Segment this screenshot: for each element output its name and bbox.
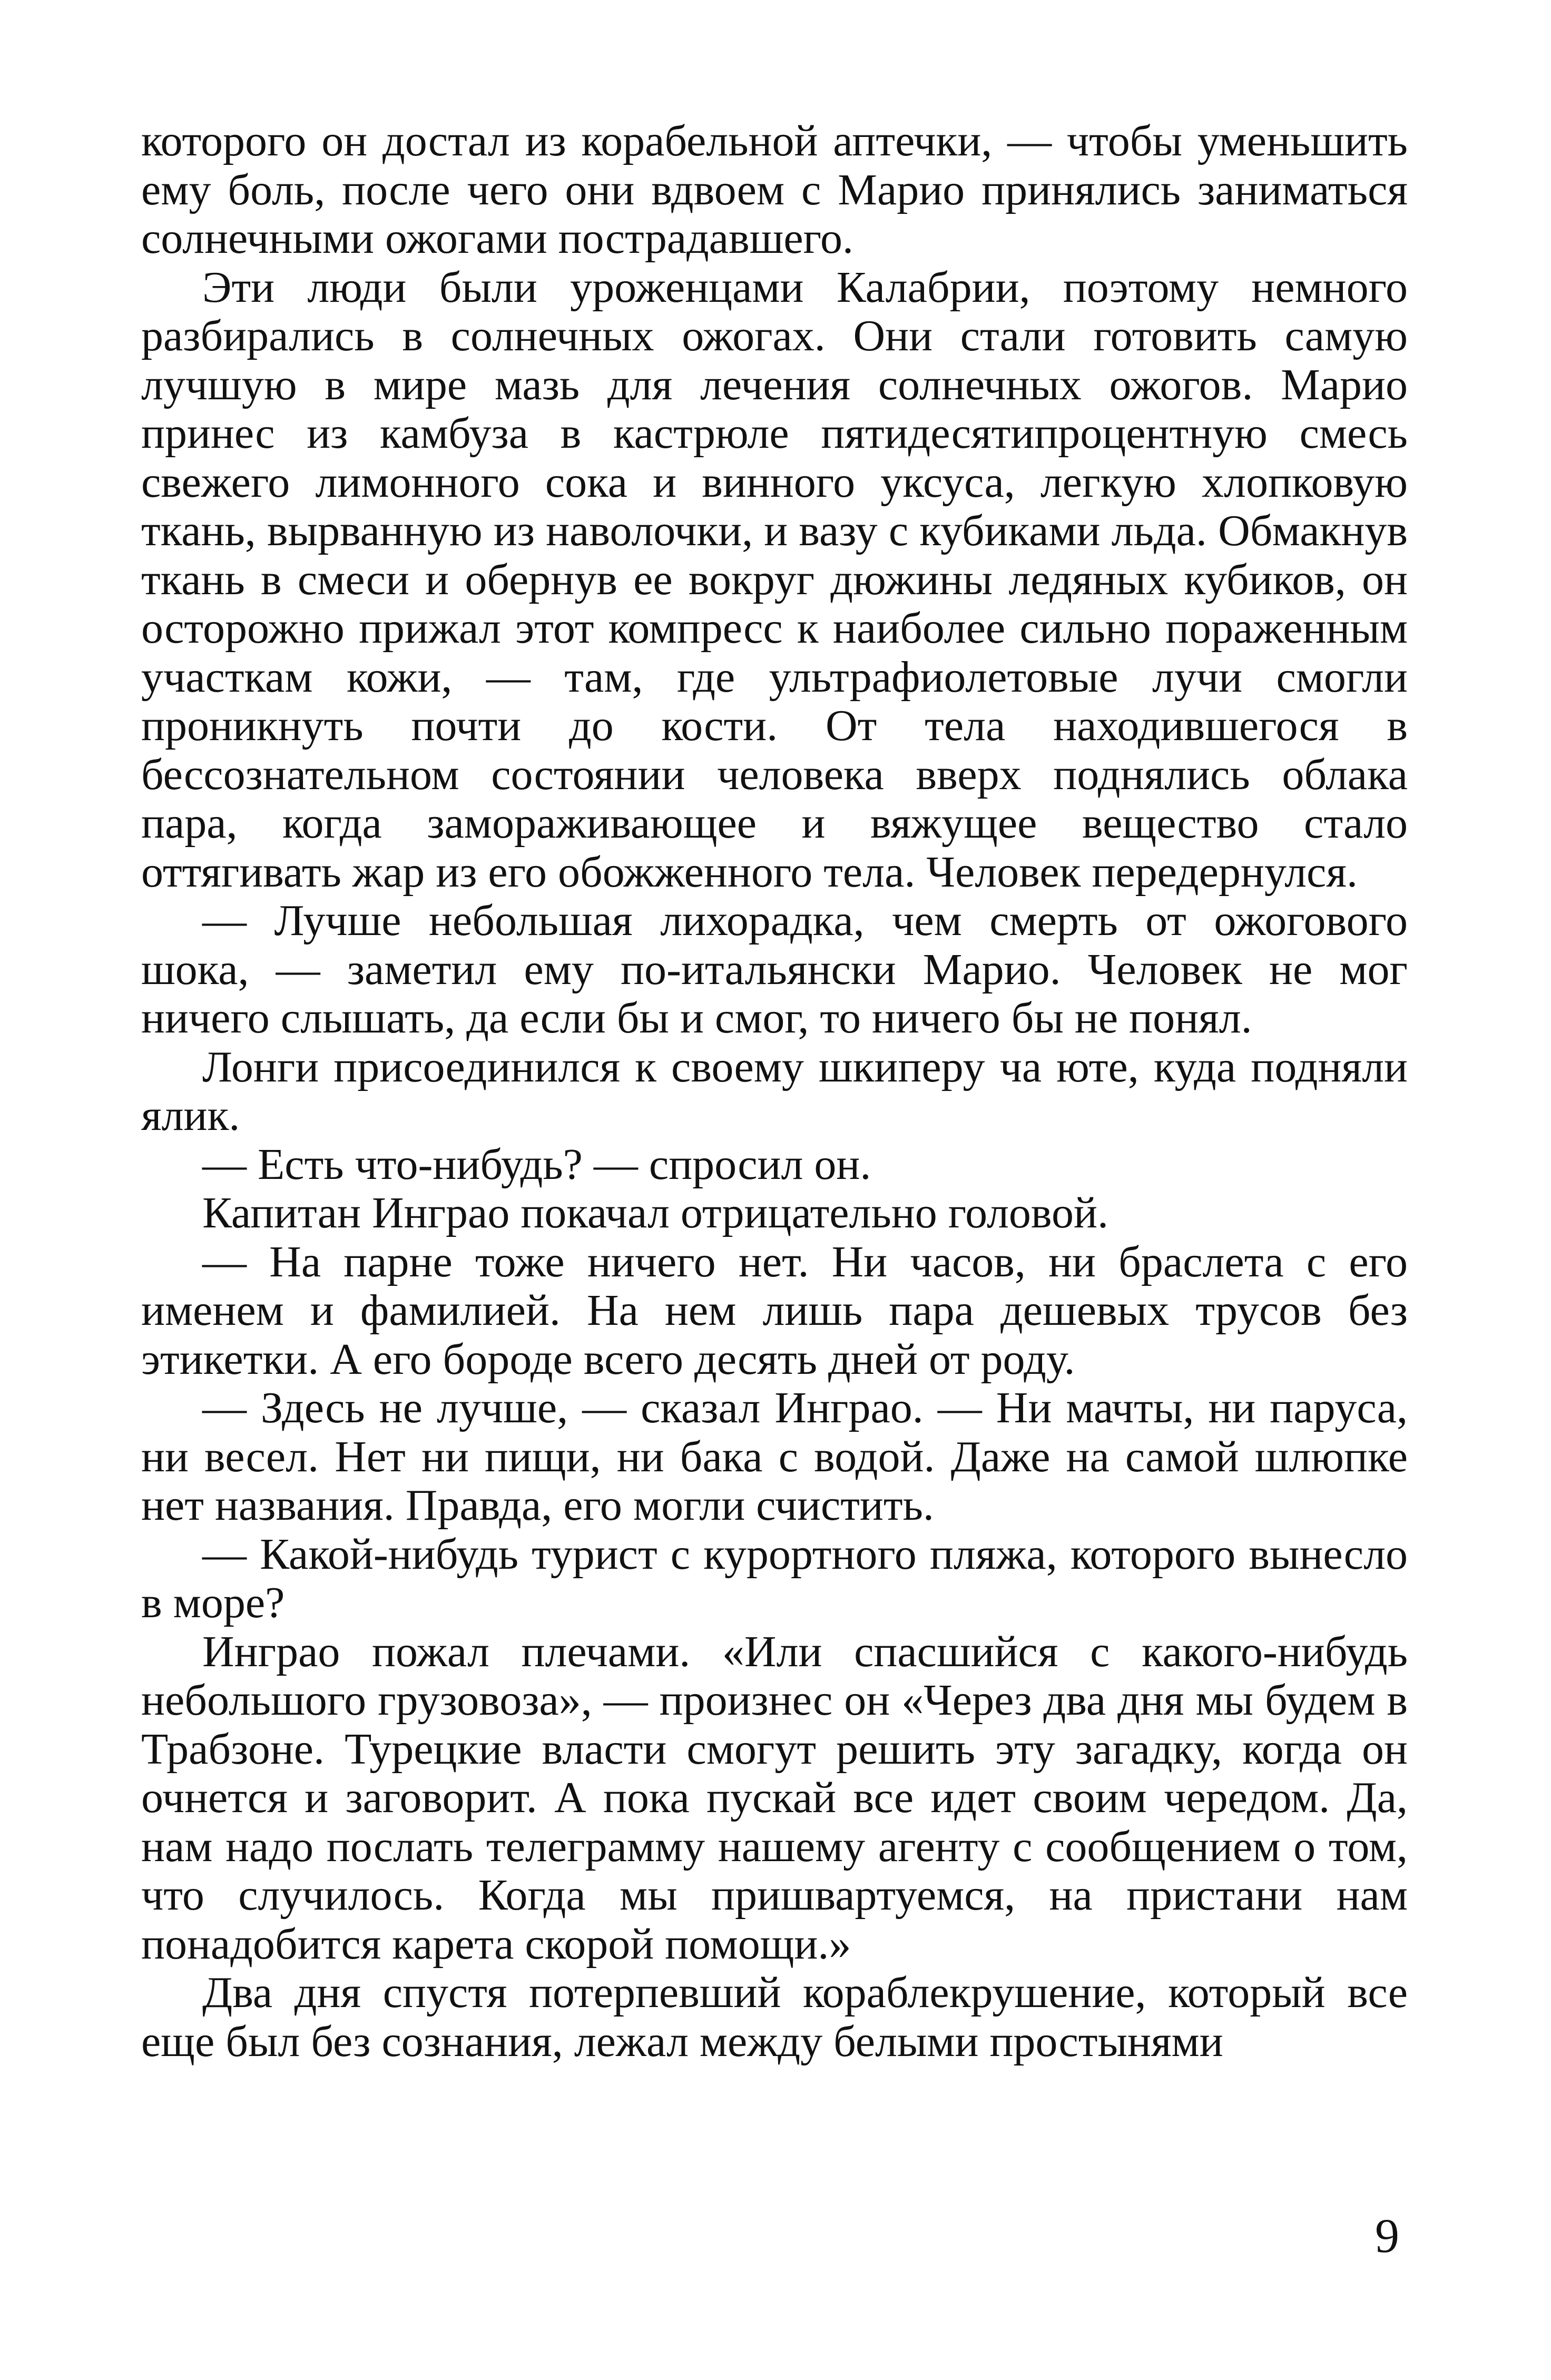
paragraph: Два дня спустя потерпевший кораблекрушение, который все еще был без сознания, лежал между белыми простынями: [141, 1968, 1408, 2066]
paragraph: — Здесь не лучше, — сказал Инграо. — Ни мачты, ни паруса, ни весел. Нет ни пищи, ни бака с водой. Даже на самой шлюпке нет названия. Правда, его могли счистить.: [141, 1383, 1408, 1530]
paragraph: которого он достал из корабельной аптечки, — чтобы уменьшить ему боль, после чего они вдвоем с Марио принялись заниматься солнечными ожогами пострадавшего.: [141, 116, 1408, 263]
paragraph: Эти люди были уроженцами Калабрии, поэтому немного разбирались в солнечных ожогах. Они стали готовить самую лучшую в мире мазь для лечения солнечных ожогов. Марио принес из камбуза в кастрюле пятидесятипроцентную смесь свежего лимонного сока и винного уксуса, легкую хлопковую ткань, вырванную из наволочки, и вазу с кубиками льда. Обмакнув ткань в смеси и обернув ее вокруг дюжины ледяных кубиков, он осторожно прижал этот компресс к наиболее сильно пораженным участкам кожи, — там, где ультрафиолетовые лучи смогли проникнуть почти до кости. От тела находившегося в бессознательном состоянии человека вверх поднялись облака пара, когда замораживающее и вяжущее вещество стало оттягивать жар из его обожженного тела. Человек передернулся.: [141, 262, 1408, 897]
page-number: 9: [1375, 2209, 1399, 2263]
paragraph: Капитан Инграо покачал отрицательно головой.: [202, 1188, 1108, 1237]
paragraph: Лонги присоединился к своему шкиперу ча юте, куда подняли ялик.: [141, 1042, 1408, 1140]
paragraph: Инграо пожал плечами. «Или спасшийся с какого-нибудь небольшого грузовоза», — произнес он «Через два дня мы будем в Трабзоне. Турецкие власти смогут решить эту загадку, когда он очнется и заговорит. А пока пускай все идет своим чередом. Да, нам надо послать телеграмму нашему агенту с сообщением о том, что случилось. Когда мы пришвартуемся, на пристани нам понадобится карета скорой помощи.»: [141, 1627, 1408, 1969]
body-text: [141, 117, 1408, 2066]
paragraph: — На парне тоже ничего нет. Ни часов, ни браслета с его именем и фамилией. На нем лишь пара дешевых трусов без этикетки. А его бороде всего десять дней от роду.: [141, 1237, 1408, 1384]
paragraph: — Какой-нибудь турист с курортного пляжа, которого вынесло в море?: [141, 1529, 1408, 1627]
paragraph: — Есть что-нибудь? — спросил он.: [202, 1139, 871, 1189]
paragraph: — Лучше небольшая лихорадка, чем смерть от ожогового шока, — заметил ему по-итальянски Марио. Человек не мог ничего слышать, да если бы и смог, то ничего бы не понял.: [141, 896, 1408, 1043]
